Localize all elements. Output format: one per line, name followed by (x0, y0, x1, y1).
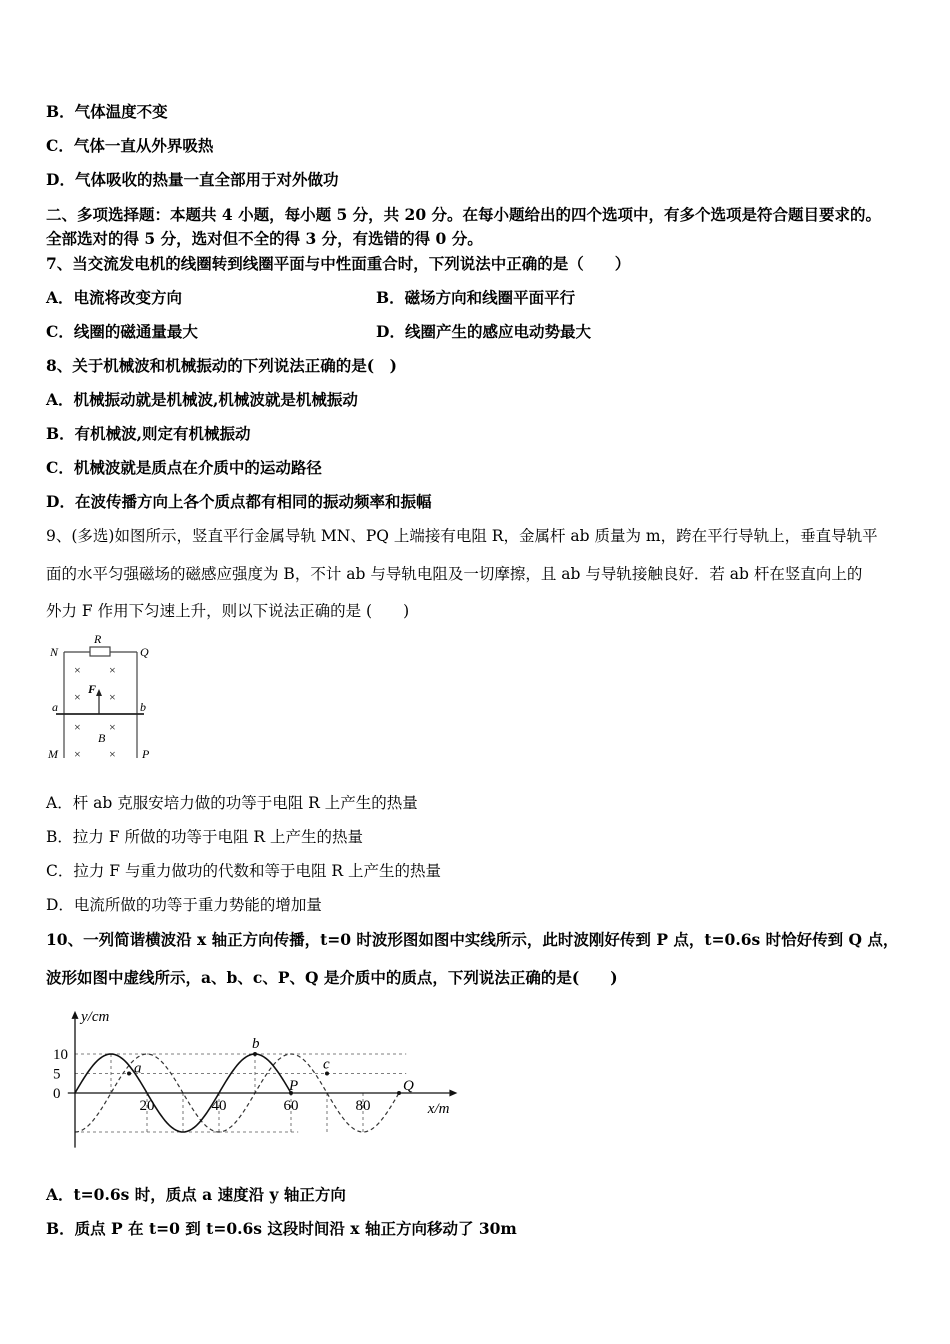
x-tick-label: 80 (355, 1098, 371, 1114)
rail-diagram (44, 630, 164, 765)
q7-option-d: D．线圈产生的感应电动势最大 (376, 322, 591, 341)
q10-option-b: B．质点 P 在 t=0 到 t=0.6s 这段时间沿 x 轴正方向移动了 30m (46, 1219, 517, 1238)
x-tick-label: 40 (211, 1098, 227, 1114)
point-label-c: c (323, 1056, 330, 1073)
field-cross: × (109, 690, 116, 704)
point-a (127, 1072, 131, 1076)
option-c: C．气体一直从外界吸热 (46, 136, 214, 155)
label-b: b (140, 700, 146, 714)
q9-stem-line2: 面的水平匀强磁场的磁感应强度为 B，不计 ab 与导轨电阻及一切摩擦，且 ab 与导轨接触良好．若 ab 杆在竖直向上的 (46, 565, 863, 583)
point-label-b: b (252, 1036, 260, 1052)
x-axis-arrow (449, 1090, 457, 1097)
y-axis-label: y/cm (81, 1008, 110, 1025)
field-cross: × (109, 747, 116, 761)
q7-stem: 7、当交流发电机的线圈转到线圈平面与中性面重合时，下列说法中正确的是（ ） (46, 254, 631, 273)
q9-option-c: C．拉力 F 与重力做功的代数和等于电阻 R 上产生的热量 (46, 862, 441, 880)
q9-stem-line3: 外力 F 作用下匀速上升，则以下说法正确的是 ( ) (46, 602, 410, 620)
q9-option-a: A．杆 ab 克服安培力做的功等于电阻 R 上产生的热量 (46, 794, 418, 812)
label-R: R (94, 632, 102, 646)
field-cross: × (74, 747, 81, 761)
field-cross: × (74, 720, 81, 734)
label-M: M (48, 747, 58, 761)
field-cross: × (74, 663, 81, 677)
q10-stem-line2: 波形如图中虚线所示，a、b、c、P、Q 是介质中的质点，下列说法正确的是( ) (46, 968, 618, 987)
q10-stem-line1: 10、一列简谐横波沿 x 轴正方向传播，t=0 时波形图如图中实线所示，此时波刚好传到 P 点，t=0.6s 时恰好传到 Q 点， (46, 930, 899, 949)
q7-option-a: A．电流将改变方向 (46, 288, 183, 307)
y-axis-arrow (72, 1011, 79, 1019)
point-label-P: P (289, 1078, 299, 1094)
option-b: B．气体温度不变 (46, 102, 168, 121)
q8-option-c: C．机械波就是质点在介质中的运动路径 (46, 458, 322, 477)
field-cross: × (109, 663, 116, 677)
q9-option-d: D．电流所做的功等于重力势能的增加量 (46, 896, 322, 914)
field-cross: × (74, 690, 81, 704)
q7-option-c: C．线圈的磁通量最大 (46, 322, 198, 341)
option-d: D．气体吸收的热量一直全部用于对外做功 (46, 170, 339, 189)
q8-option-a: A．机械振动就是机械波,机械波就是机械振动 (46, 390, 358, 409)
q9-stem-line1: 9、(多选)如图所示，竖直平行金属导轨 MN、PQ 上端接有电阻 R，金属杆 ab 质量为 m，跨在平行导轨上，垂直导轨平 (46, 527, 878, 545)
field-cross: × (109, 720, 116, 734)
label-P: P (142, 747, 150, 761)
y-tick-label: 0 (53, 1086, 61, 1102)
q7-option-b: B．磁场方向和线圈平面平行 (376, 288, 576, 307)
section-two-scoring: 全部选对的得 5 分，选对但不全的得 3 分，有选错的得 0 分。 (46, 229, 483, 248)
q10-option-a: A．t=0.6s 时，质点 a 速度沿 y 轴正方向 (46, 1185, 346, 1204)
label-a: a (52, 700, 58, 714)
x-tick-label: 20 (139, 1098, 155, 1114)
point-Q (397, 1091, 401, 1095)
wave-chart (44, 1000, 464, 1150)
x-axis-label: x/m (427, 1101, 450, 1117)
y-tick-label: 10 (53, 1047, 68, 1063)
label-B: B (98, 731, 106, 745)
q8-stem: 8、关于机械波和机械振动的下列说法正确的是( ) (46, 356, 397, 375)
label-N: N (50, 645, 59, 659)
point-b (253, 1052, 257, 1056)
point-label-Q: Q (403, 1078, 414, 1094)
label-F: F (88, 682, 97, 696)
q8-option-d: D．在波传播方向上各个质点都有相同的振动频率和振幅 (46, 492, 432, 511)
section-two-heading: 二、多项选择题：本题共 4 小题，每小题 5 分，共 20 分。在每小题给出的四个选项中，有多个选项是符合题目要求的。 (46, 205, 882, 224)
x-tick-label: 60 (283, 1098, 299, 1114)
q9-option-b: B．拉力 F 所做的功等于电阻 R 上产生的热量 (46, 828, 364, 846)
point-label-a: a (134, 1060, 142, 1077)
label-Q: Q (140, 645, 149, 659)
q8-option-b: B．有机械波,则定有机械振动 (46, 424, 251, 443)
y-tick-label: 5 (53, 1066, 61, 1083)
resistor-symbol (90, 647, 110, 656)
